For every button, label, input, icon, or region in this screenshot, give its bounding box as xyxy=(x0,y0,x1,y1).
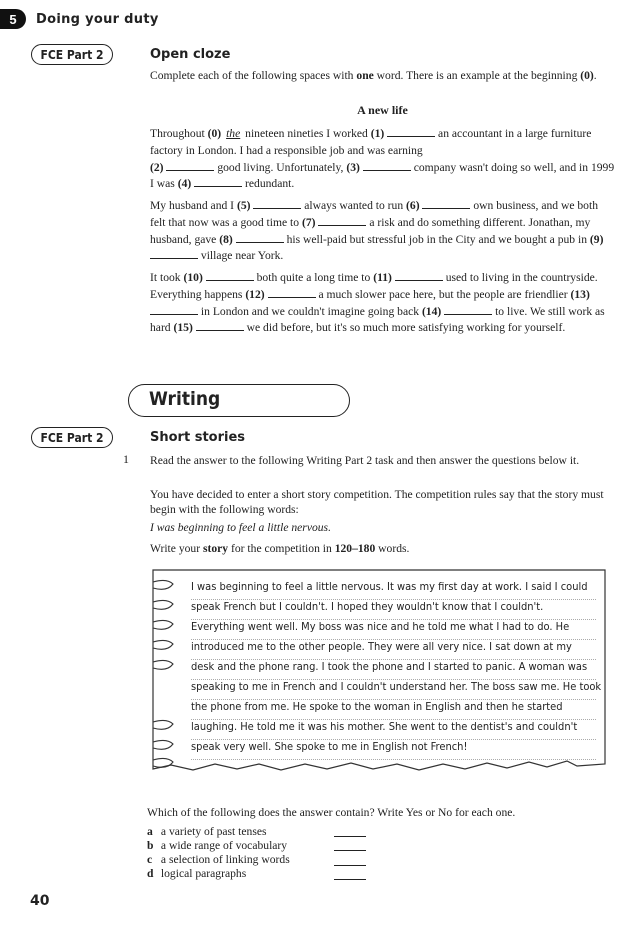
list-item: c a selection of linking words xyxy=(147,853,290,866)
gap-13[interactable] xyxy=(150,304,198,315)
gap-15[interactable] xyxy=(196,320,244,331)
gap-14[interactable] xyxy=(444,304,492,315)
gap-1[interactable] xyxy=(387,126,435,137)
gap-7[interactable] xyxy=(318,215,366,226)
story-start-words: I was beginning to feel a little nervous. xyxy=(150,521,331,534)
write-instruction: Write your story for the competition in 120–180 words. xyxy=(150,542,410,555)
handwritten-line: speak very well. She spoke to me in English not French! xyxy=(191,740,596,760)
open-cloze-title: Open cloze xyxy=(150,47,231,62)
writing-banner-label: Writing xyxy=(149,388,221,410)
gap-8[interactable] xyxy=(236,232,284,243)
unit-header xyxy=(0,9,159,29)
unit-title: Doing your duty xyxy=(36,11,159,27)
writing-section-banner xyxy=(128,384,350,417)
handwritten-line: desk and the phone rang. I took the phone and I started to panic. A woman was xyxy=(191,660,596,680)
handwritten-answer-box xyxy=(147,568,607,774)
gap-11[interactable] xyxy=(395,270,443,281)
gap-10[interactable] xyxy=(206,270,254,281)
gap-9[interactable] xyxy=(150,248,198,259)
example-answer: the xyxy=(226,127,241,140)
handwritten-line: Everything went well. My boss was nice and he told me what I had to do. He xyxy=(191,620,596,640)
writing-intro: Read the answer to the following Writing Part 2 task and then answer the questions below it. xyxy=(150,454,580,467)
answer-blank-b[interactable] xyxy=(334,840,366,851)
page-number: 40 xyxy=(30,893,50,909)
unit-number-badge: 5 xyxy=(0,9,26,29)
list-item: a a variety of past tenses xyxy=(147,825,267,838)
handwritten-line: I was beginning to feel a little nervous. It was my first day at work. I said I could xyxy=(191,580,596,600)
answer-blank-d[interactable] xyxy=(334,869,366,880)
short-stories-title: Short stories xyxy=(150,430,246,445)
list-item: b a wide range of vocabulary xyxy=(147,839,288,852)
cloze-paragraph-2: My husband and I (5) always wanted to run (6) own business, and we both felt that now was a good time to (7) a risk and do something different. Jonathan, my husband, gave (8) his well-paid but stressful job in the City and we bought a pub in (9) village near York. xyxy=(150,199,604,263)
cloze-paragraph-1: Throughout (0) the nineteen nineties I worked (1) an accountant in a large furniture factory in London. I had a responsible job and was earning (2) good living. Unfortunately, (3) company wasn't doing so well, and in 1999 I was (4) redundant. xyxy=(150,127,615,191)
list-item: d logical paragraphs xyxy=(147,867,247,880)
answer-blank-c[interactable] xyxy=(334,855,366,866)
handwritten-line: the phone from me. He spoke to the woman in English and then he started xyxy=(191,700,596,720)
cloze-instruction: Complete each of the following spaces with one word. There is an example at the beginning (0). xyxy=(150,69,597,82)
handwritten-line: laughing. He told me it was his mother. She went to the dentist's and couldn't xyxy=(191,720,596,740)
handwritten-line: introduced me to the other people. They were all very nice. I sat down at my xyxy=(191,640,596,660)
gap-12[interactable] xyxy=(268,287,316,298)
gap-4[interactable] xyxy=(194,176,242,187)
gap-2[interactable] xyxy=(166,160,214,171)
task-number: 1 xyxy=(123,452,129,466)
answer-blank-a[interactable] xyxy=(334,826,366,837)
handwritten-line: speaking to me in French and I couldn't understand her. The boss saw me. He took xyxy=(191,680,596,700)
writing-task-text: You have decided to enter a short story competition. The competition rules say that the story must begin with the following words: xyxy=(150,488,604,516)
gap-6[interactable] xyxy=(422,198,470,209)
handwritten-line: speak French but I couldn't. I hoped they wouldn't know that I couldn't. xyxy=(191,600,596,620)
evaluation-question: Which of the following does the answer contain? Write Yes or No for each one. xyxy=(147,806,516,819)
gap-5[interactable] xyxy=(253,198,301,209)
fce-part-label-writing: FCE Part 2 xyxy=(31,427,113,448)
cloze-text-title: A new life xyxy=(357,103,408,117)
gap-3[interactable] xyxy=(363,160,411,171)
cloze-paragraph-3: It took (10) both quite a long time to (11) used to living in the countryside. Everything happens (12) a much slower pace here, but the people are friendlier (13) in London and we couldn't imagine going back (14) to live. We still work as hard (15) we did before, but it's so much more satisfying working for yourself. xyxy=(150,271,605,335)
fce-part-label-cloze: FCE Part 2 xyxy=(31,44,113,65)
